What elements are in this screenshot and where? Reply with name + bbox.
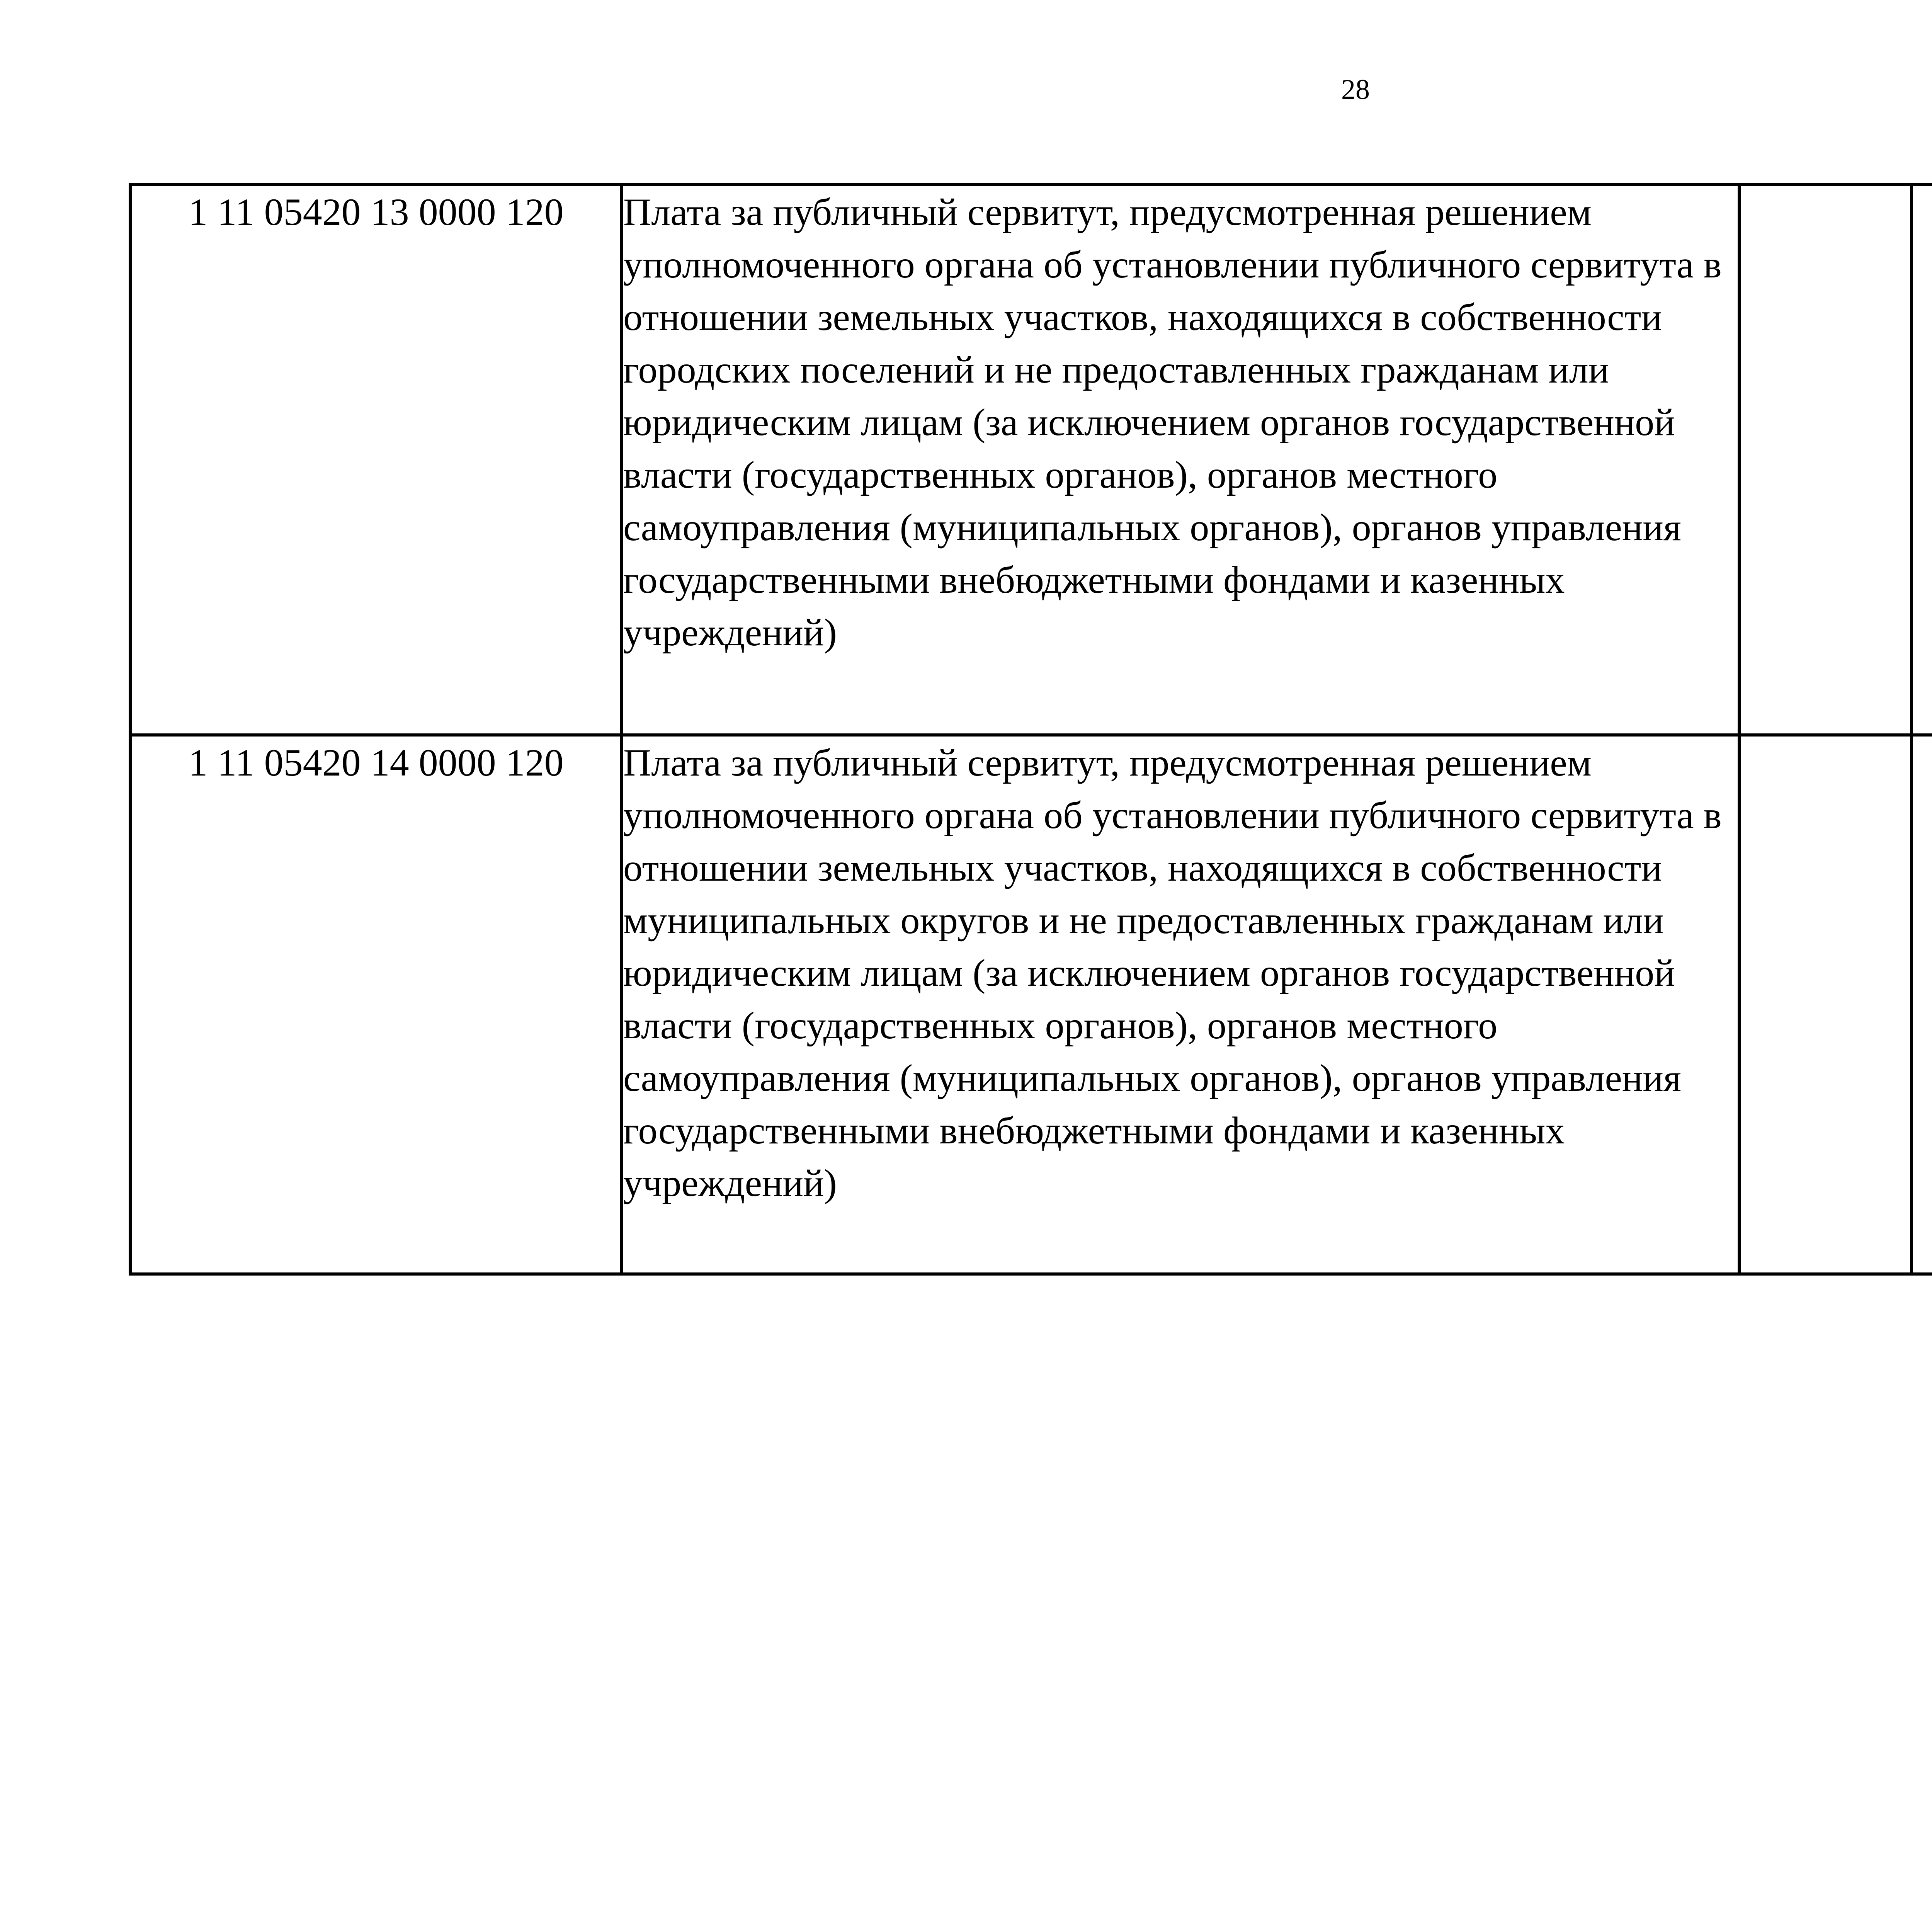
value-cell [1739, 735, 1912, 1274]
value-cell [1912, 735, 1932, 1274]
table-row [130, 184, 1932, 735]
budget-table [129, 183, 1932, 1276]
value-cell [1739, 184, 1912, 735]
budget-code-cell: 1 11 05420 14 0000 120 [130, 735, 622, 1274]
table-row [130, 735, 1932, 1274]
budget-code-cell: 1 11 05420 13 0000 120 [130, 184, 622, 735]
page-number: 28 [1341, 74, 1370, 105]
value-cell [1912, 184, 1932, 735]
description-cell: Плата за публичный сервитут, предусмотренная решением уполномоченного органа об установлении публичного сервитута в отношении земельных участков, находящихся в собственности муниципальных округов и не предоставленных гражданам или юридическим лицам (за исключением органов государственной власти (государственных органов), органов местного самоуправления (муниципальных органов), органов управления государственными внебюджетными фондами и казенных учреждений) [622, 735, 1739, 1274]
description-cell: Плата за публичный сервитут, предусмотренная решением уполномоченного органа об установлении публичного сервитута в отношении земельных участков, находящихся в собственности городских поселений и не предоставленных гражданам или юридическим лицам (за исключением органов государственной власти (государственных органов), органов местного самоуправления (муниципальных органов), органов управления государственными внебюджетными фондами и казенных учреждений) [622, 184, 1739, 735]
